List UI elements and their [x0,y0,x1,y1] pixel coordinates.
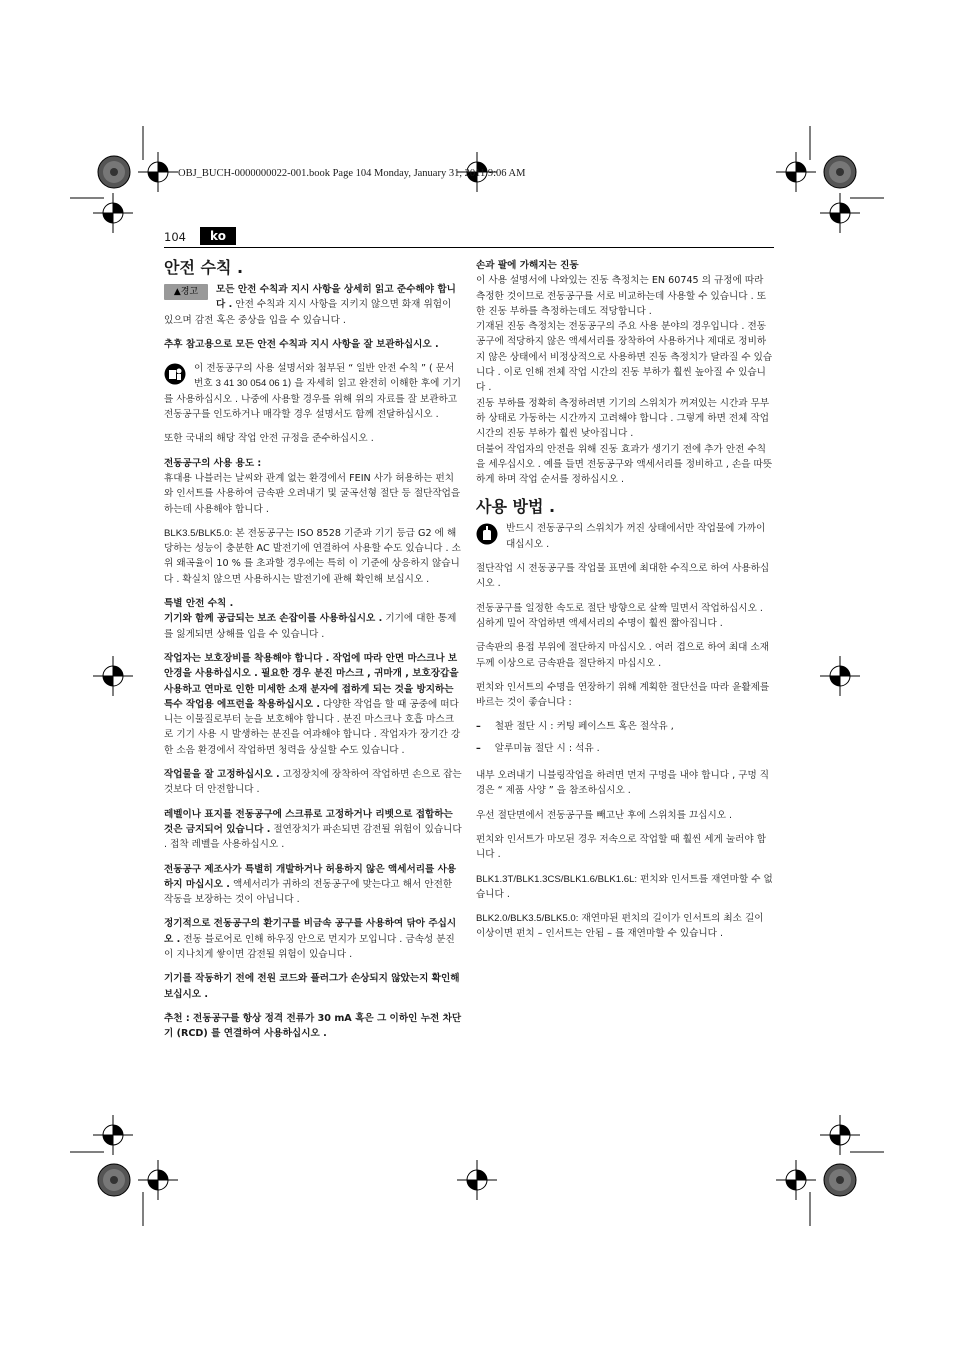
usage-paragraph: 절단작업 시 전동공구를 작업물 표면에 최대한 수직으로 하여 사용하십시오 . [476,563,770,590]
vibration-text: 기재된 진동 측정치는 전동공구의 주요 사용 분야의 경우입니다 . 전동공구에 적당하지 않은 액세서리를 장착하여 사용하거나 제대로 정비하지 않은 상태에서 비정상적으로 사용하면 진동 측정치가 달라질 수 있습니다 . 이로 인해 전체 작업 시간의 진동 부하가 훨씬 높아질 수 있습니다 . [476,321,773,394]
safety-item: 작업물을 잘 고정하십시오 . 고정장치에 장착하여 작업하면 손으로 잡는 것보다 더 안전합니다 . [164,769,462,796]
safety-item: 레벨이나 표지를 전동공구에 스크류로 고정하거나 리벳으로 접합하는 것은 금지되어 있습니다 . 절연장치가 파손되면 감전될 위험이 있습니다 . 접착 레벨을 사용하십시오 . [164,808,462,851]
keep-notice: 추후 참고용으로 모든 안전 수칙과 지시 사항을 잘 보관하십시오 . [164,338,439,350]
vibration-heading: 손과 팔에 가해지는 진동 [476,260,579,271]
page-number: 104 [164,230,186,244]
usage-paragraph: 반드시 전동공구의 스위치가 꺼진 상태에서만 작업물에 가까이 대십시오 . [476,521,774,552]
safety-item: 기기와 함께 공급되는 보조 손잡이를 사용하십시오 . 기기에 대한 통제를 잃게되면 상해를 입을 수 있습니다 . [164,613,457,640]
registration-dial-icon [824,1164,856,1196]
usage-title: 사용 방법 . [476,497,556,517]
purpose-heading: 전동공구의 사용 용도 : [164,457,262,469]
usage-paragraph: 펀치와 인서트가 마모된 경우 저속으로 작업할 때 훨씬 세게 눌러야 합니다 . [476,833,766,861]
usage-paragraph: 내부 오려내기 니블링작업을 하려면 먼저 구멍을 내야 합니다 , 구멍 직경은 “ 제품 사양 ” 을 참조하십시오 . [476,770,770,797]
usage-paragraph: 펀치와 인서트의 수명을 연장하기 위해 계획한 절단선을 따라 윤활제를 바르는 것이 좋습니다 : [476,681,770,709]
safety-item: 기기를 작동하기 전에 전원 코드와 플러그가 손상되지 않았는지 확인해 보십시오 . [164,973,460,1000]
list-item: – 철판 절단 시 : 커팅 페이스트 혹은 절삭유 , [476,721,674,733]
warning-paragraph: ▲경고 모든 안전 수칙과 지시 사항을 상세히 읽고 준수해야 합니다 . 안전 수칙과 지시 사항을 지키지 않으면 화재 위험이 있으며 감전 혹은 중상을 입을 수 있습니다 . [164,284,456,326]
safety-item: 정기적으로 전동공구의 환기구를 비금속 공구를 사용하여 닦아 주십시오 . 전동 블로어로 인해 하우징 안으로 먼지가 모입니다 . 금속성 분진이 지나치게 쌓이면 감전될 위험이 있습니다 . [164,918,457,960]
vibration-text: 더불어 작업자의 안전을 위해 진동 효과가 생기기 전에 추가 안전 수칙을 세우십시오 . 예를 들면 전동공구와 액세서리를 정비하고 , 손을 따뜻하게 하며 작업 순서를 정하십시오 . [476,443,773,486]
manual-paragraph: 이 전동공구의 사용 설명서와 첨부된 “ 일반 안전 수칙 ” ( 문서 번호 3 41 30 054 06 1) 을 자세히 읽고 완전히 이해한 후에 기기를 사용하십시오 . 나중에 사용할 경우를 위해 위의 자료를 잘 보관하고 전동공구를 인도하거나 매각할 경우 설명서도 함께 전달하십시오 . [164,363,461,421]
hand-instruction-icon [476,523,498,545]
registration-dial-icon [98,156,130,188]
print-info-line: OBJ_BUCH-0000000022-001.book Page 104 Monday, January 31, 2011 9:06 AM [178,168,526,179]
warning-badge: ▲경고 [164,284,208,300]
local-rules: 또한 국내의 해당 작업 안전 규정을 준수하십시오 . [164,433,374,445]
generator-paragraph: BLK3.5/BLK5.0: 본 전동공구는 ISO 8528 기준과 기기 등급 G2 에 해당하는 성능이 충분한 AC 발전기에 연결하여 사용할 수도 있습니다 . 소위 왜곡율이 10 % 를 초과할 경우에는 특히 이 기준에 상응하지 않습니다 . 확실치 않으면 사용하시는 발전기에 관해 확인해 보십시오 . [164,527,461,585]
model-note: BLK2.0/BLK3.5/BLK5.0: 재연마된 펀치의 길이가 인서트의 최소 길이 이상이면 펀치 – 인서트는 안됨 – 를 재연마할 수 있습니다 . [476,913,764,940]
model-note: BLK1.3T/BLK1.3CS/BLK1.6/BLK1.6L: 펀치와 인서트를 재연마할 수 없습니다 . [476,873,773,900]
registration-dial-icon [824,156,856,188]
header-rule [164,247,774,248]
read-manual-icon [164,363,186,385]
safety-title: 안전 수칙 . [164,258,244,277]
left-column [164,258,462,1050]
safety-item: 작업자는 보호장비를 착용해야 합니다 . 작업에 따라 안면 마스크나 보안경을 사용하십시오 . 필요한 경우 분진 마스크 , 귀마개 , 보호장갑을 사용하고 연마로 인한 미세한 소재 분자에 접하게 되는 것을 방지하는 특수 작업용 에프런을 착용하십시오 . 다양한 작업을 할 때 공중에 떠다니는 이물질로부터 눈을 보호해야 합니다 . 분진 마스크나 호흡 마스크로 기기 사용 시 발생하는 분진을 여과해야 합니다 . 작업자가 장기간 강한 소음 환경에서 작업하면 청력을 상실할 수도 있습니다 . [164,652,461,756]
special-safety-heading: 특별 안전 수칙 . [164,598,234,610]
vibration-text: 진동 부하를 정확히 측정하려면 기기의 스위치가 꺼져있는 시간과 무부하 상태로 가동하는 시간까지 고려해야 합니다 . 그렇게 하면 전체 작업 시간의 진동 부하가 훨씬 낮아집니다 . [476,397,770,440]
rcd-recommendation: 추천 : 전동공구를 항상 정격 전류가 30 mA 혹은 그 이하인 누전 차단기 (RCD) 를 연결하여 사용하십시오 . [164,1012,462,1040]
list-item: – 알루미늄 절단 시 : 석유 . [476,742,600,754]
language-badge: ko [200,227,236,245]
purpose-text: 휴대용 나블러는 날씨와 관계 없는 환경에서 FEIN 사가 허용하는 펀치와 인서트를 사용하여 금속판 오려내기 및 굴곡선형 절단 등 절단작업을 하는데 사용해야 합니다 . [164,472,461,515]
usage-paragraph: 전동공구를 일정한 속도로 절단 방향으로 살짝 밀면서 작업하십시오 . 심하게 밀어 작업하면 액세서리의 수명이 훨씬 짧아집니다 . [476,602,763,629]
vibration-text: 이 사용 설명서에 나와있는 진동 측정치는 EN 60745 의 규정에 따라 측정한 것이므로 전동공구를 서로 비교하는데 사용할 수 있습니다 . 또한 진동 부하를 측정하는데도 적당합니다 . [476,275,766,317]
usage-paragraph: 금속판의 용접 부위에 절단하지 마십시오 . 여러 겹으로 하여 최대 소재 두께 이상으로 금속판을 절단하지 마십시오 . [476,642,770,669]
right-column [476,258,774,951]
registration-dial-icon [98,1164,130,1196]
safety-item: 전동공구 제조사가 특별히 개발하거나 허용하지 않은 액세서리를 사용하지 마십시오 . 액세서리가 귀하의 전동공구에 맞는다고 해서 안전한 작동을 보장하는 것이 아닙니다 . [164,863,457,906]
usage-paragraph: 우선 절단면에서 전동공구를 빼고난 후에 스위치를 끄십시오 . [476,809,733,821]
